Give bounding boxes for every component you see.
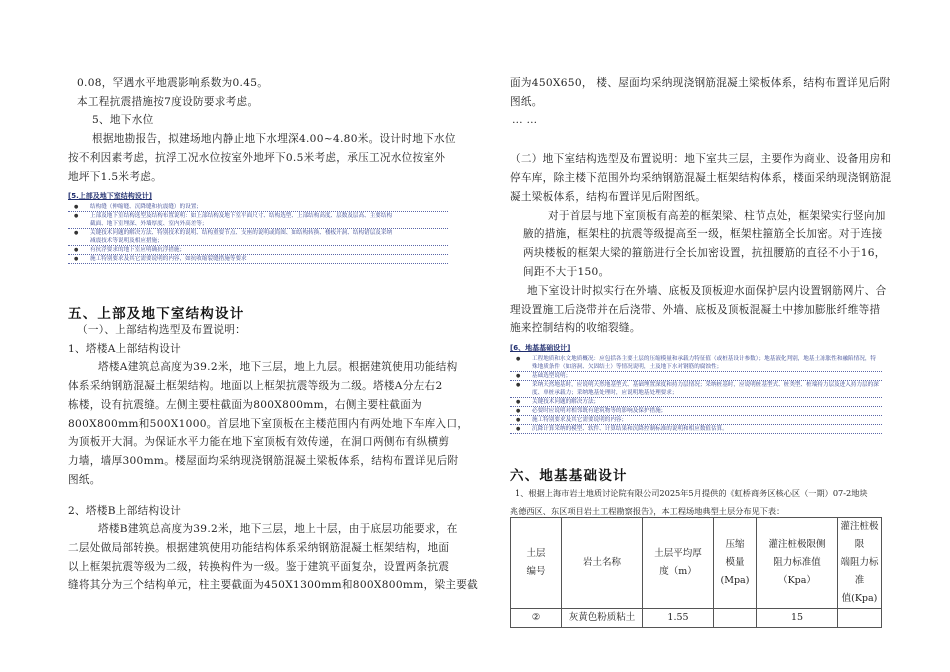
table-header-row: [511, 518, 882, 609]
soil-layer-table: [510, 517, 882, 628]
header-cell-side-resistance: 灌注桩极限侧 阻力标准值 （Kpa）: [757, 518, 838, 609]
tower-b-continued-text: 面为450X650， 楼、屋面均采纳现浇钢筋混凝土梁板体系，结构布置详见后附: [510, 77, 891, 89]
note-item: ● 关键技术问题的解决方法、特别技术的说明、结构重要节点、支座的说明或简图、如结构转换、楼板开洞、结构错层及采纳减震技术等说明及相应措施；: [68, 229, 448, 246]
tower-b-continued-text: 图纸。: [510, 96, 543, 108]
section-title: 五、上部及地下室结构设计: [68, 306, 245, 322]
tower-b-text: 塔楼B建筑总高度为39.2米，地下三层，地上十层，由于底层功能要求，在: [98, 523, 458, 535]
note-list: [510, 355, 882, 434]
header-cell-modulus: 压缩 模量 (Mpa): [714, 518, 757, 609]
groundwater-heading: 5、地下水位: [92, 114, 154, 126]
basement-text: 腋的措施，框架柱的抗震等级提高至一级，框架柱箍筋全长加密。对于连接: [523, 228, 883, 240]
tower-b-text: 以上框架抗震等级为二级，转换构件为一级。鉴于建筑平面复杂，设置两条抗震: [68, 561, 450, 573]
seismic-measure-text: 本工程抗震措施按7度设防要求考虑。: [77, 96, 259, 108]
subsection-title: （一）、上部结构选型及布置说明：: [77, 324, 246, 336]
basement-text: 理设置施工后浇带并在后浇带、外墙、底板及顶板混凝土中掺加膨胀纤维等措: [510, 304, 881, 316]
table-cell: 1.55: [643, 609, 714, 628]
note-item: ● 基础选型说明；: [510, 372, 882, 381]
basement-text: （二）地下室结构选型及布置说明：地下室共三层，主要作为商业、设备用房和: [510, 153, 892, 165]
basement-text: 地下室设计时拟实行在外墙、底板及顶板迎水面保护层内设置钢筋网片、合: [527, 285, 887, 297]
guideline-note-box: [510, 343, 882, 434]
note-item: ● 沉降计算采纳的模型、软件、计算结果和沉降控制标准的说明和相应数值估算。: [510, 425, 882, 434]
tower-a-text: 体系采纳钢筋混凝土框架结构。地面以上框架抗震等级为二级。塔楼A分左右2: [68, 380, 443, 392]
note-box-title: [5.上部及地下室结构设计]: [68, 192, 152, 200]
tower-b-text: 缝将其分为三个结构单元，柱主要截面为450X1300mm和800X800mm，梁主要截: [68, 579, 479, 591]
basement-text: 间距不大于150。: [523, 266, 610, 278]
tower-b-heading: 2、塔楼B上部结构设计: [68, 505, 182, 517]
header-cell-end-resistance: 灌注桩极限 端阻力标准 值(Kpa): [838, 518, 882, 609]
soil-intro-text: 1、根据上海市岩土地质讨论院有限公司2025年5月提供的《虹桥商务区核心区（一期）07-2地块: [515, 488, 868, 498]
groundwater-text: 地坪下1.5米考虑。: [68, 171, 163, 183]
note-item: ● 施工特别要求及其它需要说明的内容，如抗收缩裂缝措施等要求: [68, 255, 448, 264]
table-cell: ②: [511, 609, 562, 628]
tower-a-text: 塔楼A建筑总高度为39.2米，地下三层，地上九层。根据建筑使用功能结构: [98, 361, 458, 373]
header-cell-thickness: 土层平均厚 度（m）: [643, 518, 714, 609]
note-item: ● 工程地质和水文地质概况：应包括各主要土层的压缩模量和承载力特征值（或桩基设计参数）；地基液化判别，地基土冻胀性和融陷情况，特殊地质条件（如溶洞、欠固结土）等情况说明，土及地下水对钢筋的腐蚀性；: [510, 355, 882, 372]
basement-text: 两块楼板的框架大梁的箍筋进行全长加密设置，抗扭腰筋的直径不小于16，: [523, 247, 886, 259]
section-title: 六、地基基础设计: [510, 468, 628, 484]
note-item: ● 必要时应说明对相邻既有建筑物等的影响及保护措施；: [510, 407, 882, 416]
basement-text: 对于首层与地下室顶板有高差的框架梁、柱节点处，框架梁实行竖向加: [548, 210, 886, 222]
note-box-title: [6、地基基础设计]: [510, 344, 571, 352]
note-item: ● 关键技术问题的解决方法；: [510, 398, 882, 407]
table-cell: 15: [757, 609, 838, 628]
guideline-note-box: [68, 191, 448, 264]
groundwater-text: 按不利因素考虑，抗浮工况水位按室外地坪下0.5米考虑，承压工况水位按室外: [68, 152, 446, 164]
tower-a-text: 图纸。: [68, 474, 101, 486]
note-item: ● 有抗浮要求的地下室应明确抗浮措施；: [68, 246, 448, 255]
tower-a-text: 力墙，墙厚300mm。楼屋面均采纳现浇钢筋混凝土梁板体系，结构布置详见后附: [68, 455, 459, 467]
basement-text: 停车库，除主楼下范围外均采纳钢筋混凝土框架结构体系，楼面采纳现浇钢筋混: [510, 172, 892, 184]
seismic-coefficient-text: 0.08，罕遇水平地震影响系数为0.45。: [77, 77, 269, 89]
basement-text: 施来控制结构的收缩裂缝。: [510, 322, 641, 334]
table-cell: [714, 609, 757, 628]
table-row: [511, 609, 882, 628]
basement-text: 凝土梁板体系，结构布置详见后附图纸。: [510, 191, 707, 203]
soil-intro-text: 兆德西区、东区项目岩土工程勘察报告》，本工程场地典型土层分布见下表：: [510, 506, 785, 516]
tower-a-heading: 1、塔楼A上部结构设计: [68, 343, 182, 355]
note-item: ● 采纳天然地基时，应说明天然地基型式、基础埋置深度和持力层情况；采纳桩基时，应说明桩基型式、桩类型、桩端持力层及进入持力层的深度、单桩承载力；采纳地基处理时，应说明地基处理要求；: [510, 381, 882, 398]
note-item: ● 上部及地下室结构选型及结构布置说明：如上部结构及地下室平面尺寸、结构选型、上部结构高度、层数及层高、主要结构截面、地下室埋深、外墙厚度、室内外高差等；: [68, 212, 448, 229]
table-cell: [838, 609, 882, 628]
header-cell-soil-name: 岩土名称: [562, 518, 643, 609]
header-cell-layer-no: 土层 编号: [511, 518, 562, 609]
note-list: [68, 203, 448, 264]
table-cell: 灰黄色粉质粘土: [562, 609, 643, 628]
ellipsis: … …: [512, 114, 538, 126]
note-item: ● 结构缝（伸缩缝、沉降缝和抗震缝）的设置；: [68, 203, 448, 212]
tower-a-text: 栋楼，设有抗震缝。左侧主要柱截面为800X800mm，右侧主要柱截面为: [68, 399, 423, 411]
tower-a-text: 为顶板开大洞。为保证水平力能在地下室顶板有效传递，在洞口两侧布有纵横剪: [68, 436, 450, 448]
groundwater-text: 根据地勘报告，拟建场地内静止地下水埋深4.00~4.80米。设计时地下水位: [92, 133, 456, 145]
tower-a-text: 800X800mm和500X1000。首层地下室顶板在主楼范围内有两处地下车库入口，: [68, 418, 469, 430]
tower-b-text: 二层处做局部转换。根据建筑使用功能结构体系采纳钢筋混凝土框架结构，地面: [68, 542, 450, 554]
note-item: ● 施工特别要求及其它需要说明的内容；: [510, 416, 882, 425]
